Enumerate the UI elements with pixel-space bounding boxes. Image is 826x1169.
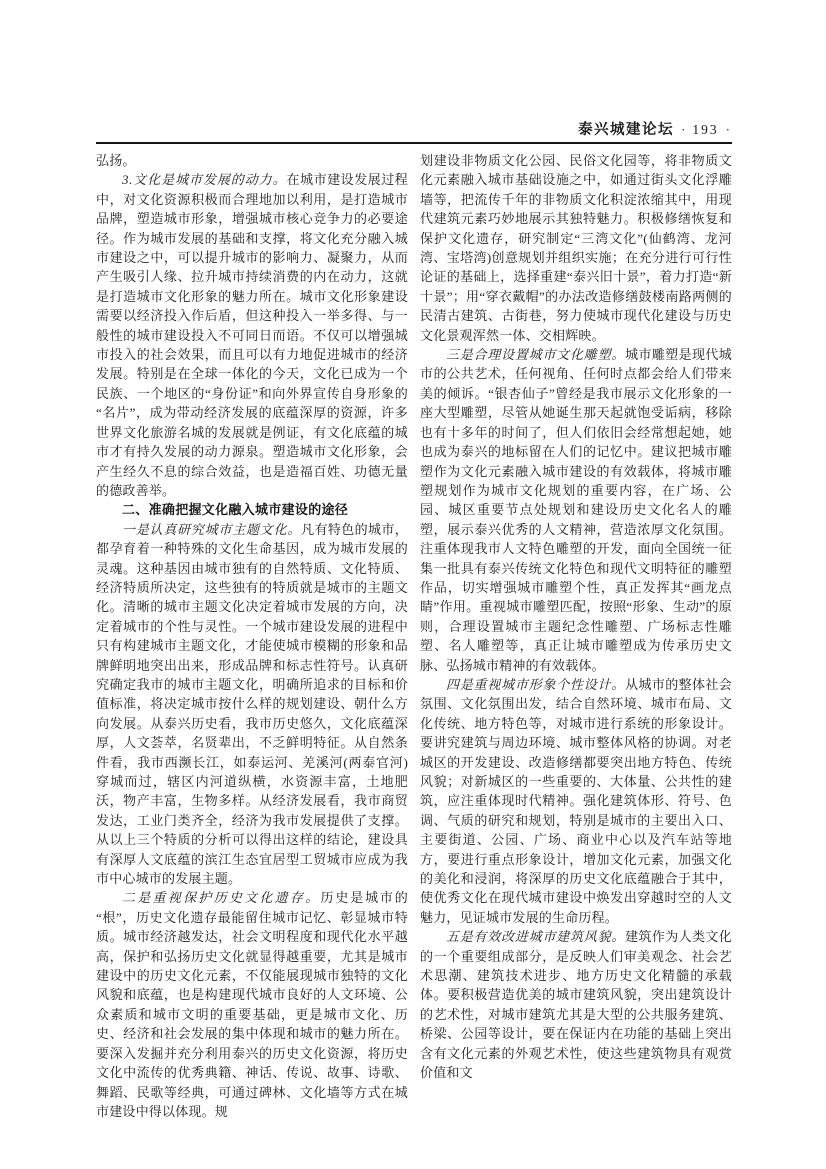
- paragraph-culture-driving-force: [96, 170, 408, 500]
- paragraph-lead: 一是认真研究城市主题文化。: [122, 521, 302, 537]
- paragraph-text: 弘扬。: [96, 153, 136, 168]
- paragraph-text: 在城市建设发展过程中，对文化资源积极而合理地加以利用，是打造城市品牌，塑造城市形象，增强城市核心竞争力的必要途径。作为城市发展的基础和支撑，将文化充分融入城市建设之中，可以提升城市的影响力、凝聚力，从而产生吸引人缘、拉升城市持续消费的内在动力，这就是打造城市文化形象的魅力所在。城市文化形象建设需要以经济投入作后盾，但这种投入一举多得、与一般性的城市建设投入不可同日而语。不仅可以增强城市投入的社会效果，而且可以有力地促进城市的经济发展。特别是在全球一体化的今天，文化已成为一个民族、一个地区的“身份证”和向外界宣传自身形象的“名片”，成为带动经济发展的底蕴深厚的资源，许多世界文化旅游名城的发展就是例证，有文化底蕴的城市才有持久发展的动力源泉。塑造城市文化形象，会产生经久不息的综合效益，也是造福百姓、功德无量的德政善举。: [96, 172, 408, 498]
- paragraph-theme-culture: [96, 520, 408, 889]
- paragraph-lead: 三是合理设置城市文化雕塑。: [446, 347, 626, 363]
- paragraph-text: 历史是城市的“根”，历史文化遗存最能留住城市记忆、彰显城市特质。城市经济越发达，社会文明程度和现代化水平越高，保护和弘扬历史文化就显得越重要，尤其是城市建设中的历史文化元素，不仅能展现城市独特的文化风貌和底蕴，也是构建现代城市良好的人文环境、公众素质和城市文明的重要基础，更是城市文化、历史、经济和社会发展的集中体现和城市的魅力所在。要深入发掘并充分利用泰兴的历史文化资源，将历史文化中流传的优秀典籍、神话、传说、故事、诗歌、舞蹈、民歌等经典，可通过碑林、文化墙等方式在城市建设中得以体现。规: [96, 890, 408, 1119]
- section-heading-text: 二、准确把握文化融入城市建设的途径: [122, 502, 349, 518]
- section-heading: [96, 500, 408, 519]
- paragraph-continuation: [96, 151, 408, 170]
- header-dot-right: ·: [725, 122, 730, 137]
- paragraph-lead: 五是有效改进城市建筑风貌。: [446, 929, 626, 945]
- paragraph-lead: 四是重视城市形象个性设计。: [446, 676, 626, 692]
- paragraph-text: 凡有特色的城市，都孕育着一种特殊的文化生命基因，成为城市发展的灵魂。这种基因由城市独有的自然特质、文化特质、经济特质所决定，这些独有的特质就是城市的主题文化。清晰的城市主题文化决定着城市发展的方向，决定着城市的个性与灵性。一个城市建设发展的进程中只有构建城市主题文化，才能使城市模糊的形象和品牌鲜明地突出出来，形成品牌和标志性符号。认真研究确定我市的城市主题文化，明确所追求的目标和价值标准，将决定城市按什么样的规划建设、朝什么方向发展。从泰兴历史看，我市历史悠久，文化底蕴深厚，人文荟萃，名贤辈出，不乏鲜明特征。从自然条件看，我市西濒长江，如泰运河、羌溪河(两泰官河)穿城而过，辖区内河道纵横，水资源丰富，土地肥沃，物产丰富，生物多样。从经济发展看，我市商贸发达，工业门类齐全，经济为我市发展提供了支撑。从以上三个特质的分析可以得出这样的结论，建设具有深厚人文底蕴的滨江生态宜居型工贸城市应成为我市中心城市的发展主题。: [96, 521, 408, 887]
- paragraph-lead: 3.文化是城市发展的动力。: [122, 172, 287, 188]
- paragraph-text: 划建设非物质文化公园、民俗文化园等，将非物质文化元素融入城市基础设施之中，如通过街头文化浮雕墙等，把流传千年的非物质文化积淀浓缩其中，用现代建筑元素巧妙地展示其独特魅力。积极修缮恢复和保护文化遗存，研究制定“三湾文化”(仙鹤湾、龙河湾、宝塔湾)创意规划并组织实施；在充分进行可行性论证的基础上，选择重建“泰兴旧十景”，着力打造“新十景”；用“穿衣戴帽”的办法改造修缮鼓楼南路两侧的民清古建筑、古街巷，努力使城市现代化建设与历史文化景观浑然一体、交相辉映。: [420, 153, 732, 343]
- paragraph-text: 城市雕塑是现代城市的公共艺术，任何视角、任何时点都会给人们带来美的倾诉。“银杏仙子”曾经是我市展示文化形象的一座大型雕塑，尽管从她诞生那天起就饱受诟病，移除也有十多年的时间了，但人们依旧会经常想起她，她也成为泰兴的地标留在人们的记忆中。建议把城市雕塑作为文化元素融入城市建设的有效载体，将城市雕塑规划作为城市文化规划的重要内容，在广场、公园、城区重要节点处规划和建设历史文化名人的雕塑，展示泰兴优秀的人文精神，营造浓厚文化氛围。注重体现我市人文特色雕塑的开发，面向全国统一征集一批具有泰兴传统文化特色和现代文明特征的雕塑作品，切实增强城市雕塑个性，真正发挥其“画龙点睛”作用。重视城市雕塑匹配，按照“形象、生动”的原则，合理设置城市主题纪念性雕塑、广场标志性雕塑、名人雕塑等，真正让城市雕塑成为传承历史文脉、弘扬城市精神的有效载体。: [420, 347, 732, 673]
- header-rule: [96, 142, 732, 144]
- running-head: [578, 118, 730, 139]
- header-dot-left: ·: [681, 122, 686, 137]
- paragraph-image-design: [420, 675, 732, 927]
- left-column: [96, 151, 408, 1121]
- right-column: [420, 151, 732, 1121]
- paragraph-continuation: [420, 151, 732, 345]
- paragraph-text: 从城市的整体社会氛围、文化氛围出发，结合自然环境、城市布局、文化传统、地方特色等，对城市进行系统的形象设计。要讲究建筑与周边环境、城市整体风格的协调。对老城区的开发建设、改造修缮都要突出地方特色、传统风貌；对新城区的一些重要的、大体量、公共性的建筑，应注重体现时代精神。强化建筑体形、符号、色调、气质的研究和规划，特别是城市的主要出入口、主要街道、公园、广场、商业中心以及汽车站等地方，要进行重点形象设计，增加文化元素，加强文化的美化和浸润，将深厚的历史文化底蕴融合于其中，使优秀文化在现代城市建设中焕发出穿越时空的人文魅力，见证城市发展的生命历程。: [420, 676, 732, 925]
- paragraph-lead: 二是重视保护历史文化遗存。: [122, 890, 321, 906]
- journal-title: 泰兴城建论坛: [578, 122, 675, 138]
- page-number: 193: [692, 122, 719, 137]
- paragraph-city-sculpture: [420, 345, 732, 675]
- paragraph-architecture-style: [420, 927, 732, 1082]
- paragraph-heritage-protection: [96, 888, 408, 1121]
- page-body: [96, 151, 732, 1121]
- paragraph-text: 建筑作为人类文化的一个重要组成部分，是反映人们审美观念、社会艺术思潮、建筑技术进步、地方历史文化精髓的承载体。要积极营造优美的城市建筑风貌，突出建筑设计的艺术性，对城市建筑尤其是大型的公共服务建筑、桥梁、公园等设计，要在保证内在功能的基础上突出含有文化元素的外观艺术性，使这些建筑物具有观赏价值和文: [420, 929, 732, 1081]
